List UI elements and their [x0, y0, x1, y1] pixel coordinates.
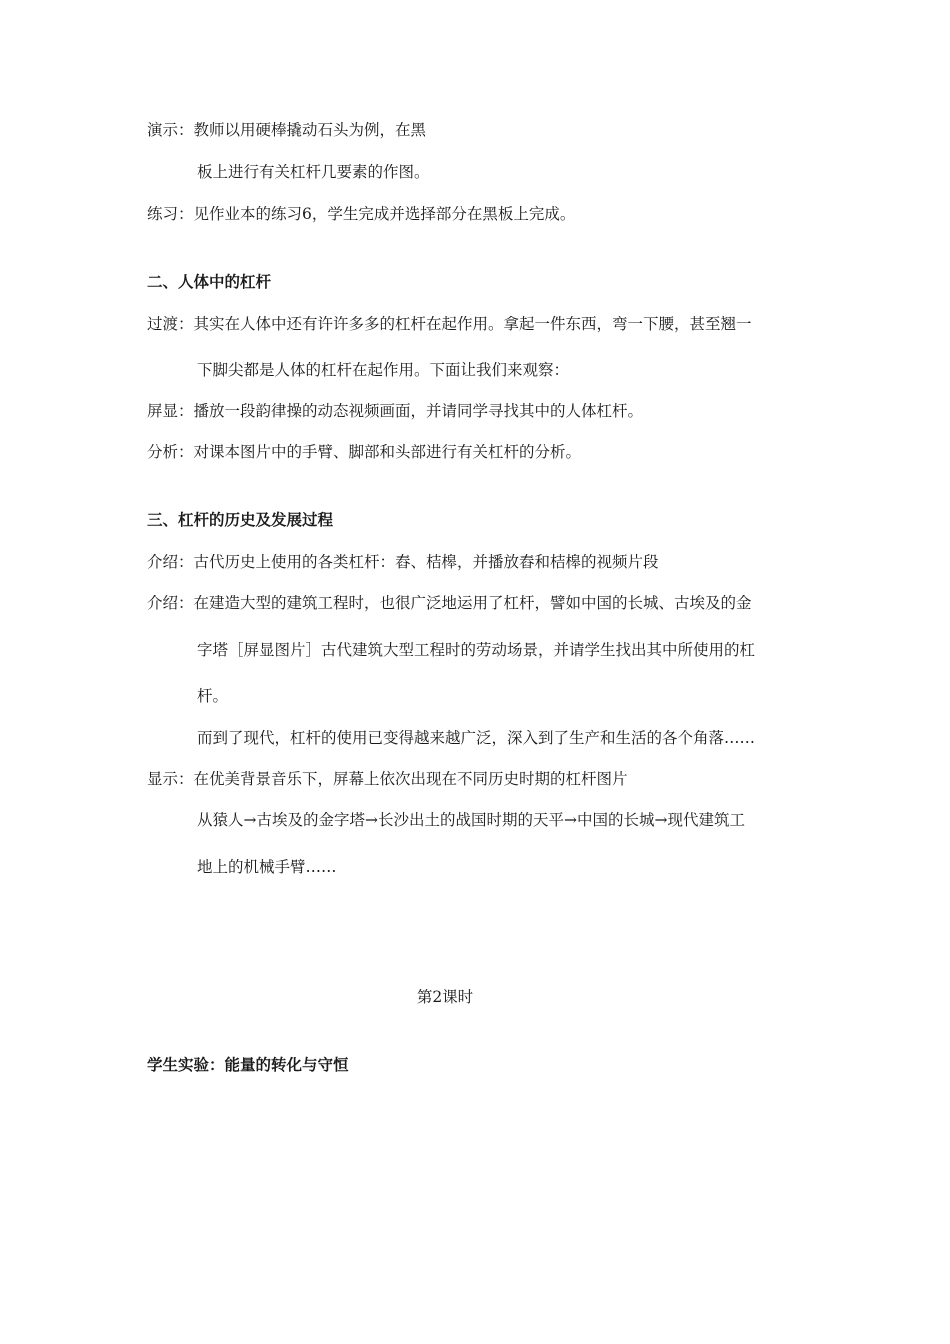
intro-line-2-cont: 字塔［屏显图片］古代建筑大型工程时的劳动场景，并请学生找出其中所使用的杠 [197, 641, 756, 659]
display-line: 显示：在优美背景音乐下，屏幕上依次出现在不同历史时期的杠杆图片 [147, 770, 628, 788]
practice-line: 练习：见作业本的练习6，学生完成并选择部分在黑板上完成。 [147, 205, 576, 223]
lesson-number: 第2课时 [416, 988, 474, 1006]
section-heading-2: 二、人体中的杠杆 [147, 273, 272, 291]
modern-line: 而到了现代，杠杆的使用已变得越来越广泛，深入到了生产和生活的各个角落…… [197, 729, 756, 747]
experiment-heading: 学生实验：能量的转化与守恒 [147, 1056, 349, 1074]
intro-line-1: 介绍：古代历史上使用的各类杠杆：舂、桔槔，并播放舂和桔槔的视频片段 [147, 553, 659, 571]
screen-display-line: 屏显：播放一段韵律操的动态视频画面，并请同学寻找其中的人体杠杆。 [147, 402, 644, 420]
display-line-cont: 从猿人→古埃及的金字塔→长沙出土的战国时期的天平→中国的长城→现代建筑工 [197, 811, 745, 829]
intro-line-2-end: 杆。 [197, 687, 229, 705]
intro-line-2: 介绍：在建造大型的建筑工程时，也很广泛地运用了杠杆，譬如中国的长城、古埃及的金 [147, 594, 752, 612]
display-line-end: 地上的机械手臂…… [197, 858, 337, 876]
demo-line-cont: 板上进行有关杠杆几要素的作图。 [197, 163, 430, 181]
transition-line-cont: 下脚尖都是人体的杠杆在起作用。下面让我们来观察： [197, 361, 570, 379]
analysis-line: 分析：对课本图片中的手臂、脚部和头部进行有关杠杆的分析。 [147, 443, 582, 461]
transition-line: 过渡：其实在人体中还有许许多多的杠杆在起作用。拿起一件东西，弯一下腰，甚至翘一 [147, 315, 752, 333]
demo-line: 演示：教师以用硬棒撬动石头为例，在黑 [147, 121, 427, 139]
section-heading-3: 三、杠杆的历史及发展过程 [147, 511, 334, 529]
